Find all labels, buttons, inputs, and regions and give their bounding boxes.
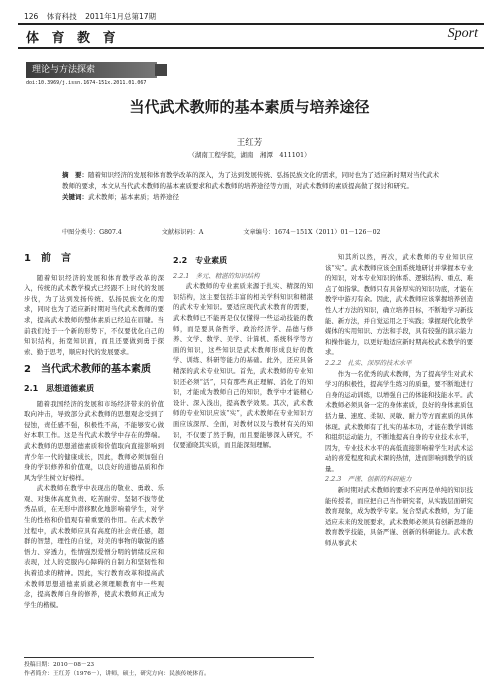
paragraph: 随着我国经济的发展和市场经济带来的价值取向冲击，导致部分武术教师的思想观念受到了侵蚀，责任感不强，积极性不高，不能够安心做好本职工作。这是当代武术教学中存在的弊端。武术教师的思想道德素质和价值取向直接影响到青少年一代的健康成长，因此，教师必须加强自身的学识修养和价值观，以良好的道德品质和作风为学生树立好榜样。 [24, 399, 164, 482]
section-title-zh: 体 育 教 育 [26, 31, 120, 46]
subsection-heading-2-1: 2.1 思想道德素质 [24, 383, 95, 393]
footnote [24, 657, 314, 679]
column-banner [26, 62, 157, 78]
column-1 [24, 252, 164, 610]
page-number: 126 [24, 12, 39, 21]
section-heading-2: 2 当代武术教师的基本素质 [24, 364, 151, 376]
section-title-en: Sport [447, 26, 478, 41]
section-heading-1: 1 前 言 [24, 253, 71, 264]
affiliation: （湖南工程学院，湖南 湘潭 411101） [188, 151, 311, 159]
author-bio: 作者简介：王红芳（1976－），讲师，硕士，研究方向：民族传统体育。 [24, 671, 210, 677]
abstract-label: 摘 要： [62, 171, 88, 179]
keywords-text: 武术教师；基本素质；培养途径 [88, 193, 179, 201]
subsection-heading-2-2: 2.2 专业素质 [173, 256, 228, 265]
journal-name: 体育科技 [46, 12, 77, 21]
column-2 [173, 252, 313, 451]
paragraph: 知其所以然，再次，武术教师的专业知识应该“实”。武术教师应该全面系统地研讨并掌握本专业的知识，对本专业知识的体系、逻辑结构、重点、难点了如指掌。教师只有具备厚实的知识功底，才能在教学中游刃有余。因此，武术教师应该掌握培养创造性人才方法的知识，确立培养目标，不断地学习新技能、新方法，并自觉运用之于实践；掌握现代化教学媒体的实用知识、方法和手段，具有较强的演示能力和操作能力，以更好地适应新时期高校武术教学的要求。 [325, 253, 473, 357]
column-3 [325, 252, 473, 549]
article-title: 当代武术教师的基本素质与培养途径 [129, 98, 370, 116]
classification-line [62, 227, 444, 236]
subsection-heading-2-2-3: 2.2.3 严谨、创新的科研能力 [325, 475, 412, 484]
subsection-heading-2-2-2: 2.2.2 扎实、深厚的技术水平 [325, 358, 412, 367]
keywords-label: 关键词： [62, 193, 88, 201]
author: 王红芳 [236, 138, 263, 148]
banner-square-icon [155, 64, 167, 76]
abstract-text: 随着知识经济的发展和体育教学改革的深入，为了达到发展传统、弘扬民族文化的需求，同时也为了适应新时期对当代武术教师的要求，本文从当代武术教师的基本素质要求和武术教师的培养途径等方面，对武术教师的素质提高做了探讨和研究。 [62, 171, 439, 190]
paragraph: 武术教师的专业素质来源于扎实、精深的知识结构，这主要包括丰富的相关学科知识和精湛的武术专业知识。要适应现代武术教育的需要，武术教师已不能再是仅仅懂得一些运动技能的教师，而是要具备哲学、政治经济学、品德与修养、文学、数学、美学、计算机、系统科学等方面的知识，这些知识是武术教师形成良好的教学、训练、科研等能力的基础。此外，还应具备精深的武术专业知识。首先，武术教师的专业知识还必须“活”，只有那些真正理解、消化了的知识，才能成为教师自己的知识，教学中才能精心设计、深入浅出，提高教学效果。其次，武术教师的专业知识应该“实”，武术教师在专业知识方面应该深厚、全面，对教材以及与教材有关的知识，不仅要了然于胸，而且要能够深入研究，不仅要通晓其实质，而且能深刻理解。 [173, 282, 313, 450]
paragraph: 作为一名优秀的武术教师，为了提高学生对武术学习的积极性，提高学生练习的质量，要不断地进行自身的运动训练，以增强自己的体能和技能水平。武术教师必须具备一定的身体素质，良好的身体素质包括力量、速度、柔韧、灵敏、耐力等方面素质的具体体现。武术教师有了扎实的基本功，才能在教学训练和组织运动能力，不断地提高自身的专业技术水平，因为，专业技术水平的高低直接影响着学生对武术运动的喜爱程度和武术课的热情，进而影响到教学的质量。 [325, 369, 473, 473]
section-bar [18, 23, 484, 49]
received-date: 投稿日期：2010－08－23 [24, 662, 95, 668]
paragraph: 新时期对武术教师的要求不应再是单纯的知识技能传授者，而应把自己当作研究者，从实践层面研究教育现象，成为教学专家。复合型武术教师，为了能适应未来的发展要求，武术教师必须具有创新思维的教育教学技能，具备严谨、创新的科研能力。武术教师从事武术 [325, 486, 473, 548]
article-number: 文章编号：1674－151X（2011）01－126－02 [243, 229, 381, 236]
running-head [24, 11, 162, 22]
column-banner-label: 理论与方法探索 [32, 65, 96, 75]
paragraph: 武术教师在教学中表现出的敬业、勇敢、乐观、对集体高度负责、吃苦耐劳、坚韧不拔等优秀品质，在无形中潜移默化地影响着学生，对学生的性格和价值观有着重要的作用。在武术教学过程中，武术教师应具有高度的社会责任感，超群的智慧，理性的自觉，对美的事物的敏锐的感悟力、穿透力，性情强烈爱憎分明的情绪反应和表现，过人的克服内心障碍的自制力和坚韧性和执着追求的精神。因此，实行教育改革和提高武术教师思想道德素质就必须理顺教育中一些观念，提高教师自身的修养，使武术教师真正成为学生的楷模。 [24, 484, 164, 609]
issue-info: 2011年1月总第17期 [85, 12, 157, 21]
clc-number: 中图分类号：G807.4 [62, 229, 122, 236]
document-code: 文献标识码：A [161, 229, 204, 236]
subsection-heading-2-2-1: 2.2.1 多元、精湛的知识结构 [173, 271, 260, 280]
doi: doi:10.3969/j.issn.1674-151x.2011.01.067 [26, 80, 147, 86]
abstract [62, 170, 444, 203]
paragraph: 随着知识经济的发展和体育教学改革的深入，传统的武术教学模式已经跟不上时代的发展步伐，为了达到发扬传统、弘扬民族文化的需求，同时也为了适应新时期对当代武术教师的要求，提高武术教师的整体素质已经迫在眉睫。当前我们处于一个新的形势下，不仅要优化自己的知识结构，拓宽知识面，而且还要做到勇于探索、勤于思考，顺应时代的发展要求。 [24, 273, 164, 356]
